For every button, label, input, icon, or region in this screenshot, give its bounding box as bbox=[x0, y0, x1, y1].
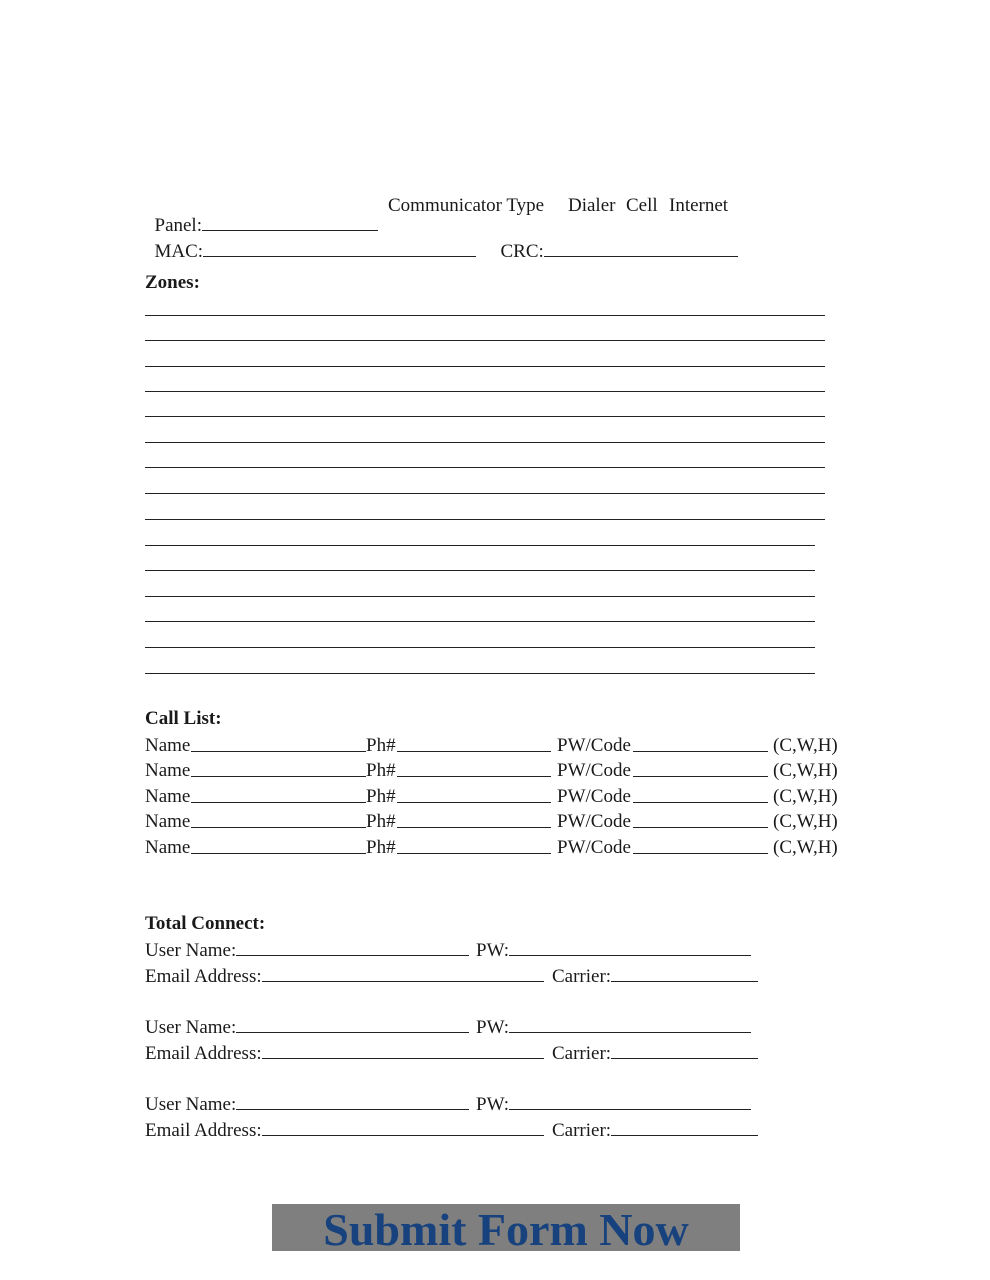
carrier-field[interactable] bbox=[611, 966, 758, 982]
code-label: PW/Code bbox=[557, 735, 631, 756]
email-label: Email Address: bbox=[145, 966, 262, 987]
phone-label: Ph# bbox=[366, 837, 396, 858]
zone-entry-line[interactable] bbox=[145, 673, 815, 674]
submit-form-button[interactable]: Submit Form Now bbox=[272, 1204, 740, 1251]
name-field[interactable] bbox=[191, 812, 366, 828]
pw-row bbox=[476, 1094, 751, 1114]
phone-label: Ph# bbox=[366, 786, 396, 807]
pw-field[interactable] bbox=[509, 1094, 751, 1110]
code-field[interactable] bbox=[633, 838, 768, 854]
user-name-field[interactable] bbox=[236, 940, 469, 956]
email-row bbox=[145, 1120, 544, 1140]
name-field[interactable] bbox=[191, 761, 366, 777]
email-field[interactable] bbox=[262, 1120, 544, 1136]
internet-option[interactable]: Internet bbox=[669, 195, 729, 216]
contact-type-label: (C,W,H) bbox=[773, 735, 838, 756]
zone-entry-line[interactable] bbox=[145, 647, 815, 648]
name-label: Name bbox=[145, 786, 191, 807]
contact-type-label: (C,W,H) bbox=[773, 786, 838, 807]
total-connect-title: Total Connect: bbox=[145, 913, 266, 934]
call-list-row bbox=[145, 735, 845, 757]
name-field[interactable] bbox=[191, 787, 366, 803]
email-field[interactable] bbox=[262, 1043, 544, 1059]
code-field[interactable] bbox=[633, 761, 768, 777]
zone-entry-line[interactable] bbox=[145, 467, 825, 468]
zone-entry-line[interactable] bbox=[145, 570, 815, 571]
code-label: PW/Code bbox=[557, 760, 631, 781]
panel-label: Panel: bbox=[154, 215, 202, 236]
zone-entry-line[interactable] bbox=[145, 391, 825, 392]
zone-entry-line[interactable] bbox=[145, 596, 815, 597]
code-label: PW/Code bbox=[557, 837, 631, 858]
pw-field[interactable] bbox=[509, 1017, 751, 1033]
phone-field[interactable] bbox=[397, 787, 551, 803]
dialer-option[interactable]: Dialer bbox=[568, 195, 616, 216]
call-list-row bbox=[145, 811, 845, 833]
contact-type-label: (C,W,H) bbox=[773, 760, 838, 781]
phone-label: Ph# bbox=[366, 760, 396, 781]
email-field[interactable] bbox=[262, 966, 544, 982]
code-field[interactable] bbox=[633, 787, 768, 803]
pw-row bbox=[476, 1017, 751, 1037]
user-name-label: User Name: bbox=[145, 940, 237, 961]
email-label: Email Address: bbox=[145, 1120, 262, 1141]
email-row bbox=[145, 1043, 544, 1063]
phone-label: Ph# bbox=[366, 811, 396, 832]
crc-row bbox=[491, 222, 738, 261]
name-label: Name bbox=[145, 811, 191, 832]
name-label: Name bbox=[145, 735, 191, 756]
mac-label: MAC: bbox=[154, 241, 204, 262]
user-name-label: User Name: bbox=[145, 1094, 237, 1115]
phone-field[interactable] bbox=[397, 761, 551, 777]
carrier-row bbox=[552, 1043, 758, 1063]
user-name-field[interactable] bbox=[236, 1017, 469, 1033]
name-label: Name bbox=[145, 760, 191, 781]
phone-field[interactable] bbox=[397, 812, 551, 828]
pw-label: PW: bbox=[476, 1094, 510, 1115]
mac-field[interactable] bbox=[203, 241, 476, 257]
zone-entry-line[interactable] bbox=[145, 340, 825, 341]
cell-option[interactable]: Cell bbox=[626, 195, 658, 216]
zone-entry-line[interactable] bbox=[145, 621, 815, 622]
code-label: PW/Code bbox=[557, 811, 631, 832]
name-label: Name bbox=[145, 837, 191, 858]
contact-type-label: (C,W,H) bbox=[773, 837, 838, 858]
pw-row bbox=[476, 940, 751, 960]
zone-entry-line[interactable] bbox=[145, 545, 815, 546]
phone-field[interactable] bbox=[397, 838, 551, 854]
crc-field[interactable] bbox=[544, 241, 738, 257]
user-row bbox=[145, 940, 469, 960]
zone-entry-line[interactable] bbox=[145, 519, 825, 520]
name-field[interactable] bbox=[191, 736, 366, 752]
email-row bbox=[145, 966, 544, 986]
user-row bbox=[145, 1094, 469, 1114]
call-list-row bbox=[145, 786, 845, 808]
carrier-row bbox=[552, 966, 758, 986]
name-field[interactable] bbox=[191, 838, 366, 854]
mac-row bbox=[145, 222, 476, 261]
call-list-row bbox=[145, 837, 845, 859]
pw-label: PW: bbox=[476, 1017, 510, 1038]
code-field[interactable] bbox=[633, 736, 768, 752]
zone-entry-line[interactable] bbox=[145, 315, 825, 316]
zone-entry-line[interactable] bbox=[145, 493, 825, 494]
pw-field[interactable] bbox=[509, 940, 751, 956]
communicator-type-label: Communicator Type bbox=[388, 195, 545, 216]
user-row bbox=[145, 1017, 469, 1037]
carrier-field[interactable] bbox=[611, 1043, 758, 1059]
contact-type-label: (C,W,H) bbox=[773, 811, 838, 832]
zones-title: Zones: bbox=[145, 272, 200, 293]
code-label: PW/Code bbox=[557, 786, 631, 807]
pw-label: PW: bbox=[476, 940, 510, 961]
phone-field[interactable] bbox=[397, 736, 551, 752]
carrier-label: Carrier: bbox=[552, 966, 612, 987]
user-name-label: User Name: bbox=[145, 1017, 237, 1038]
phone-label: Ph# bbox=[366, 735, 396, 756]
carrier-label: Carrier: bbox=[552, 1043, 612, 1064]
call-list-title: Call List: bbox=[145, 708, 222, 729]
user-name-field[interactable] bbox=[236, 1094, 469, 1110]
crc-label: CRC: bbox=[500, 241, 544, 262]
call-list-row bbox=[145, 760, 845, 782]
carrier-row bbox=[552, 1120, 758, 1140]
email-label: Email Address: bbox=[145, 1043, 262, 1064]
zone-entry-line[interactable] bbox=[145, 416, 825, 417]
code-field[interactable] bbox=[633, 812, 768, 828]
carrier-label: Carrier: bbox=[552, 1120, 612, 1141]
zone-entry-line[interactable] bbox=[145, 442, 825, 443]
zone-entry-line[interactable] bbox=[145, 366, 825, 367]
carrier-field[interactable] bbox=[611, 1120, 758, 1136]
